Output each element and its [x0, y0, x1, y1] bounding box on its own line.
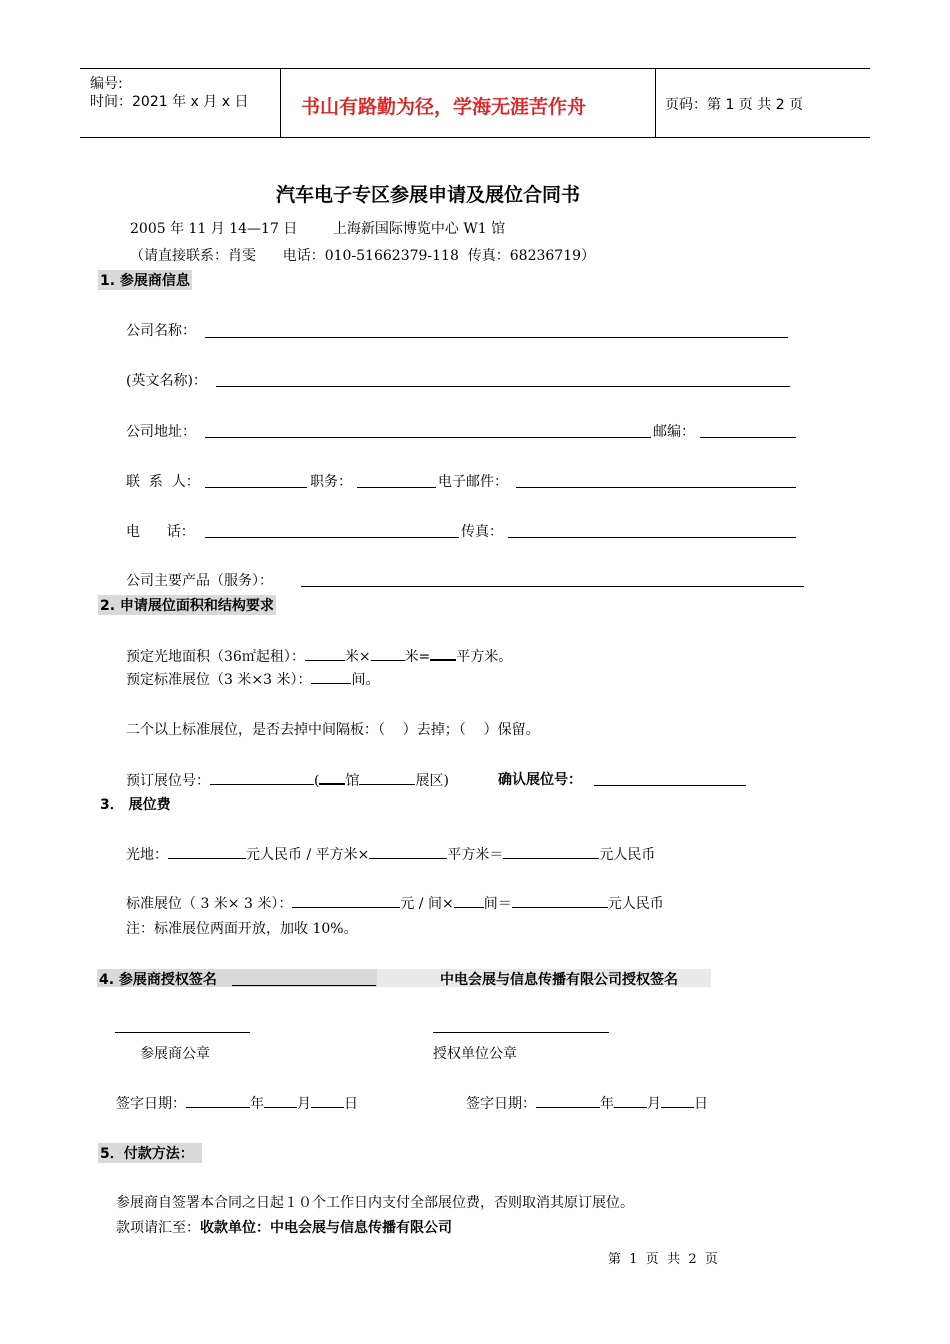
company-name-label: 公司名称： — [126, 323, 196, 339]
organizer-signature-label: 中电会展与信息传播有限公司授权签名 — [440, 972, 678, 988]
event-info: 2005 年 11 月 14—17 日 上海新国际博览中心 W1 馆 — [130, 221, 506, 237]
auth-seal-line[interactable] — [433, 1032, 609, 1033]
std-booth-row — [126, 669, 379, 689]
address-field[interactable] — [205, 437, 651, 438]
postcode-field[interactable] — [700, 437, 796, 438]
fee-note: 注：标准展位两面开放，加收 10%。 — [126, 921, 358, 937]
header-motto-cell — [280, 69, 656, 137]
page-info: 页码：第 1 页 共 2 页 — [665, 97, 804, 113]
day-label: 日 — [344, 1096, 358, 1112]
booth-number-row — [126, 769, 449, 790]
address-label: 公司地址： — [126, 424, 196, 440]
section5-title: 5．付款方法： — [98, 1143, 202, 1163]
month-label: 月 — [297, 1096, 311, 1112]
raw-fee-area-unit: 平方米＝ — [447, 847, 504, 863]
hall-label: 馆 — [345, 773, 360, 789]
position-label: 职务： — [310, 474, 352, 490]
raw-space-width-field[interactable] — [371, 646, 405, 661]
std-booth-unit: 间。 — [351, 672, 380, 688]
header-table — [80, 68, 870, 138]
fax-field[interactable] — [508, 537, 796, 538]
raw-fee-price-field[interactable] — [168, 844, 246, 859]
english-name-label: (英文名称)： — [126, 373, 207, 389]
std-fee-currency: 元人民币 — [607, 896, 664, 912]
year-label: 年 — [250, 1096, 264, 1112]
exhibitor-year-field[interactable] — [186, 1093, 250, 1108]
confirm-booth-label: 确认展位号： — [498, 772, 582, 788]
header-left-cell — [80, 69, 280, 137]
raw-space-unit: 平方米。 — [456, 649, 513, 665]
products-field[interactable] — [301, 586, 804, 587]
section1-title: 1. 参展商信息 — [98, 270, 192, 290]
hall-field[interactable] — [319, 769, 345, 785]
remit-value: 收款单位：中电会展与信息传播有限公司 — [200, 1220, 452, 1236]
sign-date-label: 签字日期： — [116, 1096, 186, 1112]
company-name-field[interactable] — [205, 337, 788, 338]
std-fee-total-field[interactable] — [512, 893, 608, 908]
header-right-cell — [655, 69, 870, 137]
auth-day-field[interactable] — [661, 1093, 694, 1108]
exhibitor-signature-field[interactable] — [232, 985, 376, 986]
std-booth-count-field[interactable] — [311, 669, 351, 684]
auth-seal-label: 授权单位公章 — [433, 1046, 517, 1062]
raw-space-area-field[interactable] — [430, 645, 456, 661]
section4-title: 4. 参展商授权签名 — [99, 972, 217, 988]
raw-fee-label: 光地： — [126, 847, 168, 863]
document-number-label: 编号: — [90, 76, 123, 92]
zone-label: 展区) — [415, 773, 449, 789]
confirm-booth-field[interactable] — [594, 785, 746, 786]
raw-fee-row — [126, 844, 655, 864]
std-fee-row — [126, 893, 664, 913]
footer-page-number: 第 1 页 共 2 页 — [608, 1252, 718, 1267]
raw-fee-total-field[interactable] — [503, 844, 599, 859]
remit-label: 款项请汇至： — [116, 1220, 200, 1236]
auth-year-field[interactable] — [536, 1093, 600, 1108]
auth-sign-date-row — [466, 1093, 708, 1113]
contact-person-label: 联 系 人： — [126, 474, 200, 490]
booth-number-label: 预订展位号： — [126, 773, 210, 789]
email-field[interactable] — [516, 487, 796, 488]
day-label: 日 — [694, 1096, 708, 1112]
phone-label: 电 话： — [126, 524, 195, 540]
sign-date-label: 签字日期： — [466, 1096, 536, 1112]
section3-title: 3． 展位费 — [100, 797, 171, 813]
zone-field[interactable] — [359, 770, 415, 785]
std-fee-unit: 元 / 间× — [400, 896, 454, 912]
month-label: 月 — [647, 1096, 661, 1112]
contact-person-field[interactable] — [205, 487, 307, 488]
english-name-field[interactable] — [216, 386, 790, 387]
partition-option[interactable]: 二个以上标准展位，是否去掉中间隔板：（ ）去掉；（ ）保留。 — [126, 722, 540, 738]
booth-number-paren: ( — [314, 773, 320, 789]
exhibitor-seal-label: 参展商公章 — [140, 1046, 210, 1062]
position-field[interactable] — [357, 487, 436, 488]
section2-title: 2. 申请展位面积和结构要求 — [98, 595, 276, 615]
phone-field[interactable] — [205, 537, 459, 538]
raw-space-meter2: 米= — [404, 649, 431, 665]
auth-month-field[interactable] — [614, 1093, 647, 1108]
raw-space-label: 预定光地面积（36㎡起租）： — [126, 649, 305, 665]
std-fee-price-field[interactable] — [292, 893, 400, 908]
email-label: 电子邮件： — [438, 474, 508, 490]
page-title: 汽车电子专区参展申请及展位合同书 — [276, 184, 581, 206]
raw-space-row — [126, 645, 512, 666]
exhibitor-day-field[interactable] — [311, 1093, 344, 1108]
raw-space-length-field[interactable] — [305, 646, 345, 661]
document-time: 时间：2021 年 x 月 x 日 — [90, 94, 249, 110]
std-fee-label: 标准展位（ 3 米× 3 米）： — [126, 896, 293, 912]
exhibitor-month-field[interactable] — [264, 1093, 297, 1108]
products-label: 公司主要产品（服务）： — [126, 573, 273, 589]
raw-fee-unit: 元人民币 / 平方米× — [246, 847, 370, 863]
exhibitor-sign-date-row — [116, 1093, 358, 1113]
remit-row — [116, 1217, 452, 1237]
booth-number-field[interactable] — [210, 770, 314, 785]
fax-label: 传真： — [461, 524, 503, 540]
raw-fee-currency: 元人民币 — [599, 847, 656, 863]
payment-text: 参展商自签署本合同之日起１０个工作日内支付全部展位费，否则取消其原订展位。 — [116, 1195, 634, 1211]
raw-fee-area-field[interactable] — [369, 844, 447, 859]
contact-info: （请直接联系：肖雯 电话：010-51662379-118 传真：68236719） — [130, 248, 596, 264]
raw-space-meter1: 米× — [344, 649, 371, 665]
std-fee-count-unit: 间＝ — [483, 896, 512, 912]
std-booth-label: 预定标准展位（3 米×3 米）： — [126, 672, 312, 688]
std-fee-count-field[interactable] — [454, 893, 484, 908]
motto-text: 书山有路勤为径，学海无涯苦作舟 — [301, 96, 587, 118]
postcode-label: 邮编： — [653, 424, 695, 440]
exhibitor-seal-line[interactable] — [115, 1032, 250, 1033]
year-label: 年 — [600, 1096, 614, 1112]
